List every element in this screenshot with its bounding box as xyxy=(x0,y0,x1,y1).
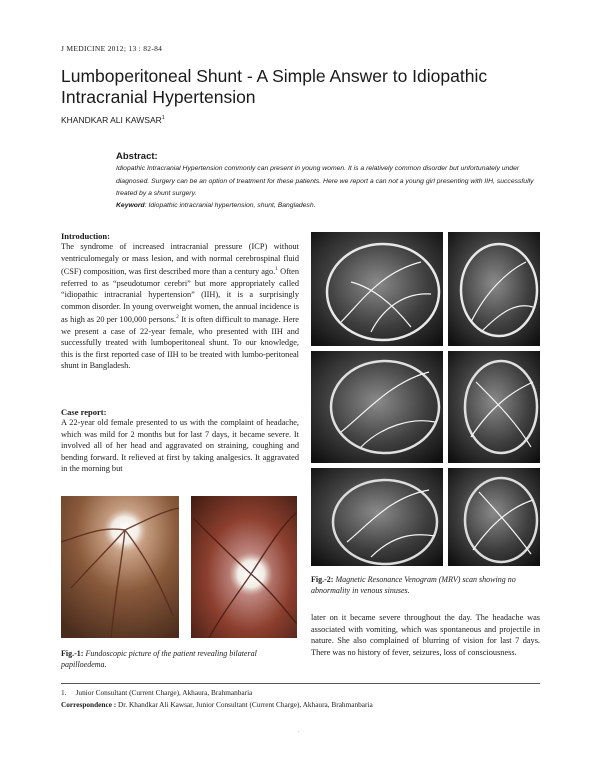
figure-2-mrv xyxy=(311,232,540,566)
mrv-panel-1 xyxy=(311,232,443,346)
case-report-heading: Case report: xyxy=(61,407,107,417)
abstract-text: Idiopathic Intracranial Hypertension commonly can present in young women. It is a relatively common disorder but unfortunately under diagnosed. Surgery can be an option of treatment for these patients. Here we report a can not a young girl presenting with IIH, successfully treated by a shunt surgery. xyxy=(116,165,534,197)
fundus-images xyxy=(61,496,297,638)
figure-divider xyxy=(179,496,191,638)
introduction-paragraph xyxy=(61,241,299,372)
author-line xyxy=(61,115,165,125)
running-head: J MEDICINE 2012; 13 : 82-84 xyxy=(61,44,163,53)
keyword-text: : Idiopathic intracranial hypertension, shunt, Bangladesh. xyxy=(144,202,316,209)
correspondence-text: Dr. Khandkar Ali Kawsar, Junior Consultant (Current Charge), Akhaura, Brahmanbaria xyxy=(116,700,373,709)
mrv-panel-4 xyxy=(448,351,540,463)
figure-2-label: Fig.-2: xyxy=(311,575,334,584)
figure-1-caption xyxy=(61,648,297,670)
footnote-correspondence xyxy=(61,700,373,709)
intro-text-c: It is often difficult to manage. Here we present a case of 22-year female, who presented with IIH and successfully treated with lumboperitoneal shunt. To our knowledge, this is the first reported case of IIH to be treated with lumbo-peritoneal shunt in Bangladesh. xyxy=(61,315,299,371)
page-mark: . xyxy=(298,728,300,734)
reference-2: 2 xyxy=(176,314,179,321)
intro-text-a: The syndrome of increased intracranial pressure (ICP) without ventriculomegaly or mass lesion, and with normal cerebrospinal fluid (CSF) composition, was first described more than a century ago. xyxy=(61,242,299,276)
figure-2-caption xyxy=(311,574,540,596)
keywords xyxy=(116,202,316,209)
figure-1-caption-text: Fundoscopic picture of the patient revealing bilateral papilloedema. xyxy=(61,649,257,669)
abstract-heading: Abstract: xyxy=(116,151,158,162)
footnote-affiliation: 1. Junior Consultant (Current Charge), Akhaura, Brahmanbaria xyxy=(61,688,253,697)
reference-1: 1 xyxy=(275,266,279,273)
case-report-paragraph-2: later on it became severe throughout the day. The headache was associated with vomiting, which was spontaneous and projectile in nature. She also complained of blurring of vision for last 7 days. There was no history of fever, seizures, loss of consciousness. xyxy=(311,613,540,657)
figure-2-caption-text: Magnetic Resonance Venogram (MRV) scan showing no abnormality in venous sinuses. xyxy=(311,575,516,595)
case-report-paragraph-1: A 22-year old female presented to us with the complaint of headache, which was mild for 2 months but for last 7 days, it became severe. It involved all of her head and aggravated on straining, coughing and bending forward. It relieved at first by taking analgesics. It aggravated in the morning but xyxy=(61,418,299,474)
correspondence-label: Correspondence : xyxy=(61,700,117,709)
author-affiliation-mark: 1 xyxy=(161,115,165,122)
case-report-section xyxy=(61,407,299,475)
author-name: KHANDKAR ALI KAWSAR xyxy=(61,115,162,125)
intro-text-b: Often referred to as “pseudotumor cerebri” but more appropriately called “idiopathic intracranial hypertension” (IIH), it is a surprisingly common disorder. In young overweight women, the annual incidence is as high as 20 per 100,000 persons. xyxy=(61,266,300,325)
introduction-heading: Introduction: xyxy=(61,231,110,241)
footnote-rule xyxy=(61,683,540,684)
introduction-section xyxy=(61,231,299,372)
figure-1-fundoscopy xyxy=(61,496,297,638)
article-title: Lumboperitoneal Shunt - A Simple Answer to Idiopathic Intracranial Hypertension xyxy=(61,66,488,107)
keyword-label: Keyword xyxy=(116,202,145,209)
mrv-images xyxy=(311,232,540,566)
figure-1-label: Fig.-1: xyxy=(61,649,84,658)
